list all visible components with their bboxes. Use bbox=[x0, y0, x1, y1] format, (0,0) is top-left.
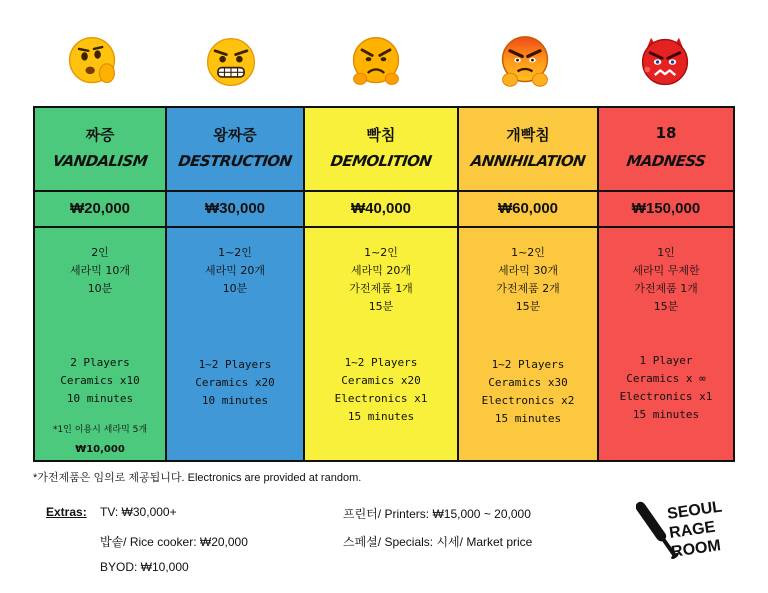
detail-line: Electronics x1 bbox=[334, 392, 428, 405]
tier-details bbox=[305, 228, 457, 316]
english-details bbox=[305, 354, 457, 426]
tier-destruction bbox=[167, 108, 305, 460]
extra-printers: 프린터/ Printers: ₩15,000 ~ 20,000 bbox=[343, 507, 531, 521]
detail-line: Ceramics x10 bbox=[60, 374, 140, 387]
detail-line: 세라믹 30개 bbox=[498, 264, 558, 277]
detail-line: 1인 bbox=[657, 246, 675, 259]
tier-english-name: VANDALISM bbox=[51, 152, 149, 170]
electronics-footnote: *가전제품은 임의로 제공됩니다. Electronics are provided at random. bbox=[33, 472, 362, 484]
tier-korean-name: 왕짜증 bbox=[213, 126, 257, 144]
tier-price: ₩40,000 bbox=[305, 192, 457, 228]
tier-header bbox=[35, 108, 165, 192]
detail-line: 가전제품 1개 bbox=[349, 282, 413, 295]
detail-line: 1~2 Players bbox=[344, 356, 418, 369]
furious-face-icon bbox=[497, 34, 553, 90]
extra-tv: TV: ₩30,000+ bbox=[100, 505, 177, 519]
tier-price: ₩20,000 bbox=[35, 192, 165, 228]
detail-line: 2인 bbox=[91, 246, 109, 259]
tier-header bbox=[459, 108, 597, 192]
rage-face-icon bbox=[637, 34, 693, 90]
tier-header bbox=[305, 108, 457, 192]
seoul-rage-room-logo bbox=[636, 494, 726, 566]
detail-line: 10 minutes bbox=[66, 392, 134, 405]
grimacing-face-icon bbox=[203, 34, 259, 90]
detail-line: 가전제품 1개 bbox=[634, 282, 698, 295]
detail-line: 세라믹 10개 bbox=[70, 264, 130, 277]
tier-demolition bbox=[305, 108, 459, 460]
tier-korean-name: 짜증 bbox=[85, 126, 115, 144]
solo-note-price: ₩10,000 bbox=[75, 444, 125, 455]
detail-line: 2 Players bbox=[70, 356, 130, 369]
tier-price: ₩30,000 bbox=[167, 192, 303, 228]
detail-line: 1~2인 bbox=[218, 246, 252, 259]
detail-line: 1 Player bbox=[639, 354, 693, 367]
detail-line: 15 minutes bbox=[632, 408, 700, 421]
solo-note-text: *1인 이용시 세라믹 5개 bbox=[52, 425, 148, 435]
english-details bbox=[35, 354, 165, 408]
tier-header bbox=[599, 108, 733, 192]
detail-line: 10 minutes bbox=[201, 394, 269, 407]
detail-line: 1~2인 bbox=[364, 246, 398, 259]
tier-details bbox=[167, 228, 303, 298]
korean-details bbox=[599, 244, 733, 316]
detail-line: 세라믹 20개 bbox=[205, 264, 265, 277]
korean-details bbox=[35, 244, 165, 298]
detail-line: 1~2 Players bbox=[491, 358, 565, 371]
detail-line: 1~2인 bbox=[511, 246, 545, 259]
detail-line: 10분 bbox=[222, 282, 248, 295]
logo-word-3: ROOM bbox=[670, 537, 722, 561]
emoji-row bbox=[33, 0, 735, 106]
korean-details bbox=[459, 244, 597, 316]
detail-line: Ceramics x20 bbox=[341, 374, 421, 387]
extra-rice-cooker: 밥솥/ Rice cooker: ₩20,000 bbox=[100, 535, 248, 549]
detail-line: 가전제품 2개 bbox=[496, 282, 560, 295]
tier-english-name: DEMOLITION bbox=[329, 152, 433, 170]
detail-line: 15 minutes bbox=[494, 412, 562, 425]
tier-vandalism bbox=[35, 108, 167, 460]
extra-byod: BYOD: ₩10,000 bbox=[100, 560, 189, 574]
detail-line: Electronics x1 bbox=[619, 390, 713, 403]
tier-madness bbox=[599, 108, 733, 460]
tier-details bbox=[459, 228, 597, 316]
detail-line: 15분 bbox=[653, 300, 679, 313]
detail-line: 15분 bbox=[368, 300, 394, 313]
detail-line: Ceramics x30 bbox=[488, 376, 568, 389]
english-details bbox=[459, 356, 597, 428]
tier-annihilation bbox=[459, 108, 599, 460]
detail-line: 세라믹 20개 bbox=[351, 264, 411, 277]
angry-face-icon bbox=[348, 34, 404, 90]
detail-line: 15분 bbox=[515, 300, 541, 313]
detail-line: Ceramics x20 bbox=[195, 376, 275, 389]
tier-price: ₩60,000 bbox=[459, 192, 597, 228]
tier-english-name: DESTRUCTION bbox=[177, 152, 293, 170]
detail-line: 15 minutes bbox=[347, 410, 415, 423]
annoyed-face-icon bbox=[64, 34, 120, 90]
english-details bbox=[167, 356, 303, 410]
tier-korean-name: 빡침 bbox=[366, 126, 396, 144]
logo-word-1: SEOUL bbox=[666, 498, 724, 523]
korean-details bbox=[167, 244, 303, 298]
tier-header bbox=[167, 108, 303, 192]
detail-line: 10분 bbox=[87, 282, 113, 295]
logo-word-2: RAGE bbox=[668, 518, 717, 542]
korean-details bbox=[305, 244, 457, 316]
detail-line: 세라믹 무제한 bbox=[632, 264, 700, 277]
tier-details bbox=[599, 228, 733, 316]
tier-korean-name: 18 bbox=[655, 124, 677, 142]
tier-english-name: MADNESS bbox=[625, 152, 707, 170]
solo-note bbox=[35, 420, 165, 460]
english-details bbox=[599, 352, 733, 424]
tier-details bbox=[35, 228, 165, 298]
detail-line: Electronics x2 bbox=[481, 394, 575, 407]
tier-price: ₩150,000 bbox=[599, 192, 733, 228]
extras-label: Extras: bbox=[46, 505, 87, 519]
tier-english-name: ANNIHILATION bbox=[469, 152, 587, 170]
detail-line: 1~2 Players bbox=[198, 358, 272, 371]
tier-korean-name: 개빡침 bbox=[506, 126, 550, 144]
pricing-table bbox=[33, 106, 735, 462]
detail-line: Ceramics x ∞ bbox=[626, 372, 706, 385]
extra-specials: 스페셜/ Specials: 시세/ Market price bbox=[343, 535, 533, 549]
